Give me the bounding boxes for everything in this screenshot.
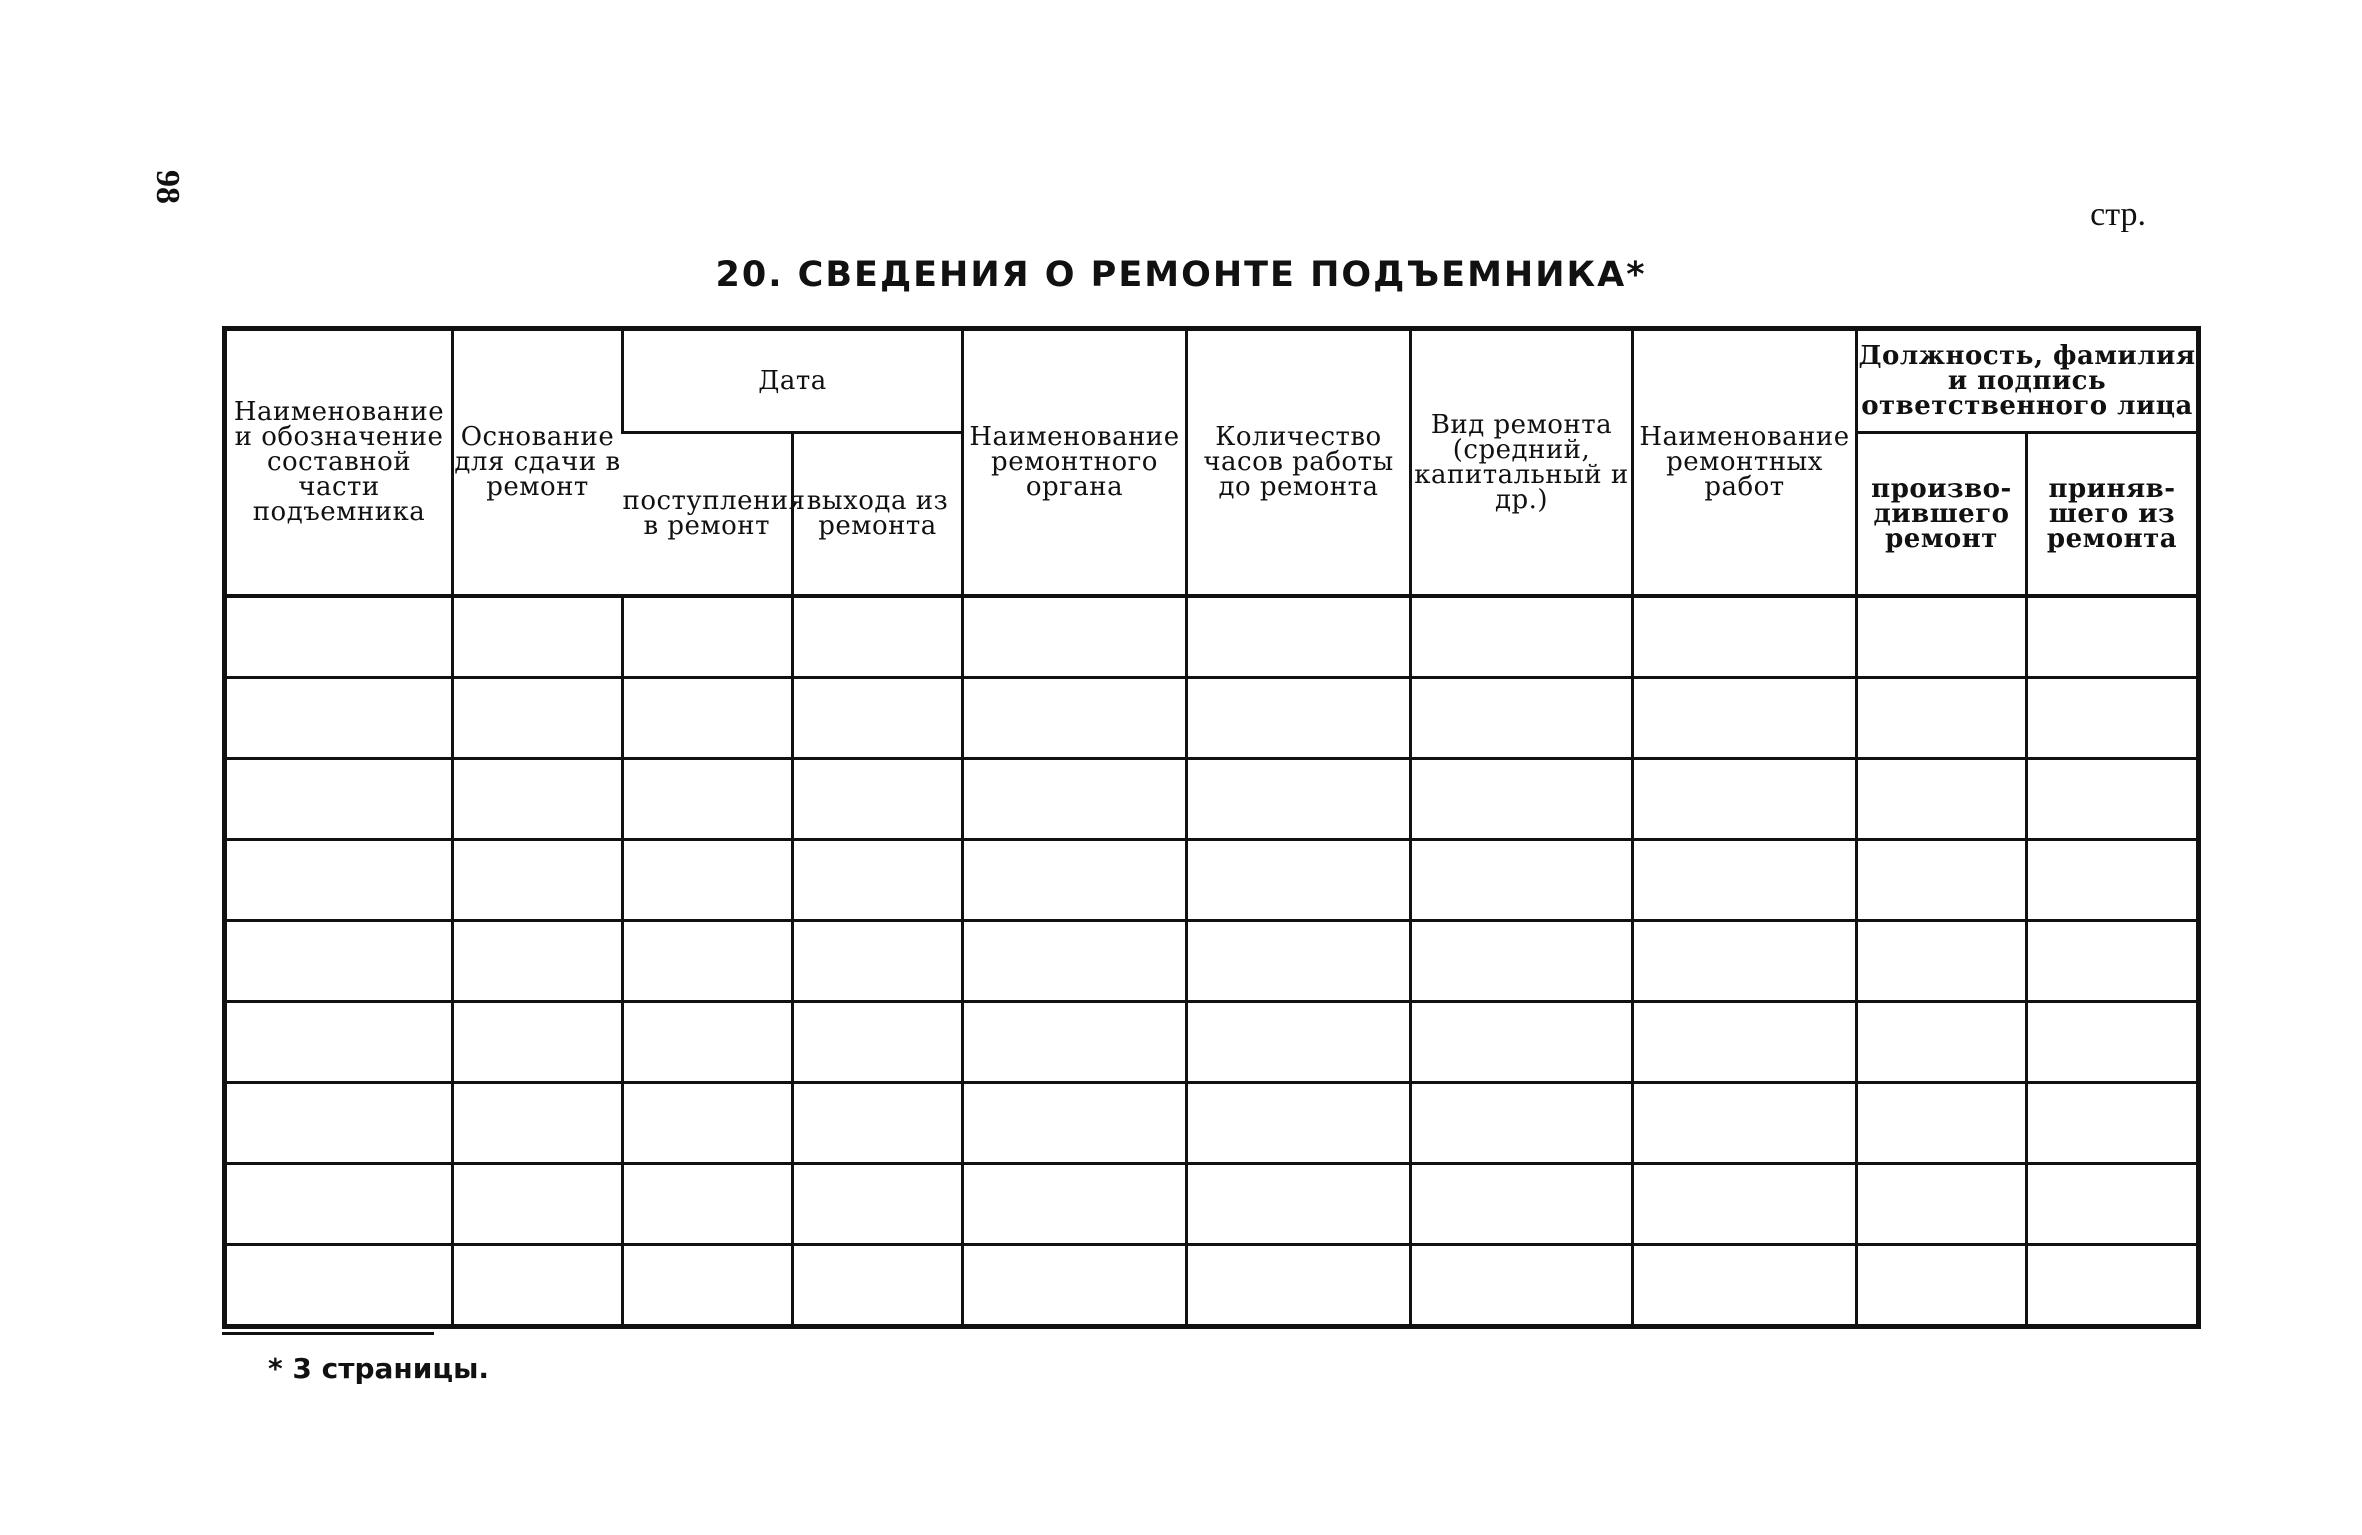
table-cell[interactable] [2027,1002,2199,1083]
table-cell[interactable] [1411,1083,1633,1164]
table-cell[interactable] [225,1002,453,1083]
table-cell[interactable] [1187,1083,1411,1164]
col-header-reason: Основание для сдачи в ремонт [453,329,623,597]
table-cell[interactable] [963,1083,1187,1164]
table-cell[interactable] [963,840,1187,921]
table-cell[interactable] [1633,1245,1857,1327]
table-cell[interactable] [1633,921,1857,1002]
footnote: * 3 страницы. [268,1352,490,1385]
table-cell[interactable] [793,1164,963,1245]
table-cell[interactable] [1187,596,1411,678]
table-cell[interactable] [453,759,623,840]
table-row [225,1002,2199,1083]
table-cell[interactable] [1633,678,1857,759]
table-cell[interactable] [2027,1083,2199,1164]
table-cell[interactable] [2027,1164,2199,1245]
col-header-responsible-group: Должность, фамилия и подпись ответственного лица [1857,329,2199,433]
col-header-repair-body: Наименование ремонтного органа [963,329,1187,597]
table-cell[interactable] [453,1083,623,1164]
table-row [225,759,2199,840]
table-cell[interactable] [1857,921,2027,1002]
table-cell[interactable] [453,596,623,678]
table-cell[interactable] [1857,1164,2027,1245]
table-cell[interactable] [1411,759,1633,840]
table-cell[interactable] [793,596,963,678]
table-row [225,678,2199,759]
table-cell[interactable] [1633,1083,1857,1164]
table-cell[interactable] [1411,1002,1633,1083]
table-cell[interactable] [225,759,453,840]
table-cell[interactable] [225,1083,453,1164]
table-cell[interactable] [225,1245,453,1327]
table-cell[interactable] [963,759,1187,840]
table-cell[interactable] [963,1164,1187,1245]
table-cell[interactable] [963,921,1187,1002]
table-cell[interactable] [1411,1164,1633,1245]
table-cell[interactable] [225,921,453,1002]
table-cell[interactable] [225,840,453,921]
table-cell[interactable] [793,921,963,1002]
table-cell[interactable] [1857,1083,2027,1164]
table-cell[interactable] [1633,840,1857,921]
table-cell[interactable] [1187,678,1411,759]
table-cell[interactable] [793,1245,963,1327]
table-cell[interactable] [453,1002,623,1083]
table-cell[interactable] [1411,1245,1633,1327]
col-header-performed: произво-дившего ремонт [1857,433,2027,597]
col-header-repair-type: Вид ремонта (средний, капитальный и др.) [1411,329,1633,597]
table-cell[interactable] [1187,840,1411,921]
table-cell[interactable] [793,1083,963,1164]
table-cell[interactable] [793,840,963,921]
table-cell[interactable] [1633,759,1857,840]
table-cell[interactable] [1187,921,1411,1002]
table-cell[interactable] [963,1002,1187,1083]
table-row [225,1164,2199,1245]
table-cell[interactable] [1857,1002,2027,1083]
table-cell[interactable] [1187,1002,1411,1083]
table-cell[interactable] [623,1083,793,1164]
table-cell[interactable] [453,1245,623,1327]
table-row [225,596,2199,678]
table-cell[interactable] [963,596,1187,678]
table-cell[interactable] [1411,596,1633,678]
table-cell[interactable] [623,1002,793,1083]
col-header-hours: Количество часов работы до ремонта [1187,329,1411,597]
table-cell[interactable] [1857,840,2027,921]
table-cell[interactable] [1187,1245,1411,1327]
table-cell[interactable] [453,840,623,921]
table-cell[interactable] [225,1164,453,1245]
table-row [225,921,2199,1002]
table-cell[interactable] [1187,759,1411,840]
table-cell[interactable] [963,1245,1187,1327]
table-cell[interactable] [1633,1002,1857,1083]
table-cell[interactable] [623,921,793,1002]
col-header-date-exit: выхода из ремонта [793,433,963,597]
table-cell[interactable] [623,596,793,678]
table-cell[interactable] [1857,1245,2027,1327]
table-cell[interactable] [623,840,793,921]
table-cell[interactable] [1857,759,2027,840]
table-cell[interactable] [623,1164,793,1245]
footnote-rule [222,1332,434,1335]
table-cell[interactable] [2027,840,2199,921]
table-cell[interactable] [793,1002,963,1083]
table-cell[interactable] [1633,596,1857,678]
col-header-name-designation: Наименование и обозначение составной части подъемника [225,329,453,597]
table-cell[interactable] [2027,921,2199,1002]
col-header-date-received: поступления в ремонт [623,433,793,597]
table-cell[interactable] [793,678,963,759]
table-cell[interactable] [1411,921,1633,1002]
table-cell[interactable] [225,596,453,678]
col-header-date-group: Дата [623,329,963,433]
table-cell[interactable] [1633,1164,1857,1245]
section-title: 20. СВЕДЕНИЯ О РЕМОНТЕ ПОДЪЕМНИКА* [715,255,1647,295]
table-cell[interactable] [1411,840,1633,921]
table-cell[interactable] [1857,678,2027,759]
table-row [225,1083,2199,1164]
table-cell[interactable] [793,759,963,840]
table-cell[interactable] [623,759,793,840]
table-row [225,840,2199,921]
table-body [225,596,2199,1327]
table-cell[interactable] [963,678,1187,759]
table-row [225,1245,2199,1327]
table-cell[interactable] [453,921,623,1002]
table-cell[interactable] [1857,596,2027,678]
repair-records-table [222,326,2201,1329]
table-cell[interactable] [1187,1164,1411,1245]
table-cell[interactable] [2027,678,2199,759]
table-cell[interactable] [453,1164,623,1245]
table-cell[interactable] [225,678,453,759]
table-cell[interactable] [2027,1245,2199,1327]
table-cell[interactable] [2027,759,2199,840]
page-label: стр. [2090,196,2146,233]
col-header-accepted: приняв-шего из ремонта [2027,433,2199,597]
table-cell[interactable] [2027,596,2199,678]
table-cell[interactable] [1411,678,1633,759]
col-header-works: Наименование ремонтных работ [1633,329,1857,597]
page-number: 98 [149,170,186,204]
table-cell[interactable] [623,678,793,759]
table-cell[interactable] [623,1245,793,1327]
table-cell[interactable] [453,678,623,759]
